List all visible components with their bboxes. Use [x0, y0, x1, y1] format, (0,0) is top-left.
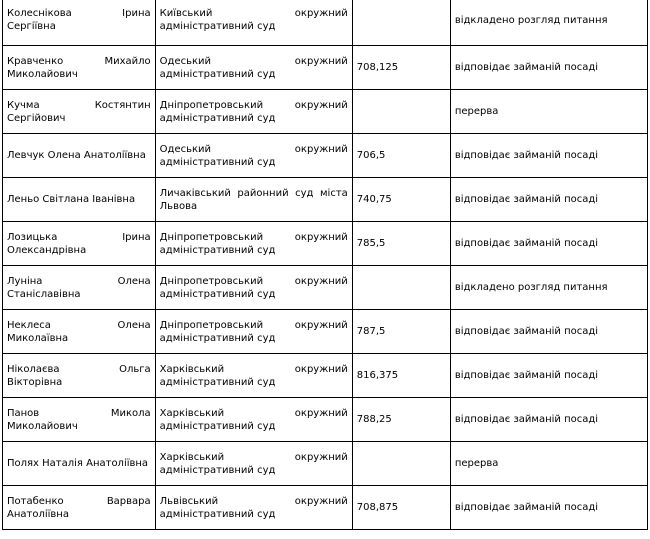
score-value: 708,875 [352, 486, 450, 530]
decision-text: відповідає займаній посаді [450, 354, 647, 398]
decision-text: відповідає займаній посаді [450, 310, 647, 354]
table-row [3, 310, 648, 354]
court-text: Дніпропетровський окружний адміністративний суд [159, 319, 348, 344]
judge-name: Кучма Костянтин Сергійович [3, 90, 156, 134]
judge-name: Полях Наталія Анатоліївна [3, 442, 156, 486]
table-row [3, 398, 648, 442]
court-name [155, 354, 352, 398]
decision-text: відкладено розгляд питання [450, 0, 647, 46]
score-value: 740,75 [352, 178, 450, 222]
score-value [352, 0, 450, 46]
court-name [155, 398, 352, 442]
decision-text: перерва [450, 442, 647, 486]
court-name [155, 442, 352, 486]
court-name [155, 0, 352, 46]
decision-text: відкладено розгляд питання [450, 266, 647, 310]
court-text: Дніпропетровський окружний адміністративний суд [159, 231, 348, 256]
court-text: Дніпропетровський окружний адміністративний суд [159, 275, 348, 300]
court-text: Одеський окружний адміністративний суд [159, 143, 348, 168]
table-row [3, 442, 648, 486]
table-row [3, 46, 648, 90]
score-value [352, 266, 450, 310]
table-row [3, 178, 648, 222]
table-row [3, 486, 648, 530]
table-row [3, 90, 648, 134]
judge-name-text: Кравченко Михайло Миколайович [7, 55, 151, 80]
decision-text: перерва [450, 90, 647, 134]
score-value: 706,5 [352, 134, 450, 178]
judge-name [3, 486, 156, 530]
score-value: 708,125 [352, 46, 450, 90]
decision-text: відповідає займаній посаді [450, 178, 647, 222]
court-name [155, 266, 352, 310]
table-row [3, 0, 648, 46]
judge-name: Левчук Олена Анатоліївна [3, 134, 156, 178]
judge-name [3, 222, 156, 266]
court-name [155, 178, 352, 222]
court-name [155, 310, 352, 354]
court-text: Харківський окружний адміністративний суд [159, 363, 348, 388]
decision-text: відповідає займаній посаді [450, 134, 647, 178]
court-text: Личаківський районний суд міста Львова [159, 187, 348, 212]
court-name [155, 486, 352, 530]
court-text: Київський окружний адміністративний суд [159, 8, 348, 32]
results-table [2, 0, 648, 530]
score-value: 816,375 [352, 354, 450, 398]
court-text: Одеський окружний адміністративний суд [159, 55, 348, 80]
decision-text: відповідає займаній посаді [450, 46, 647, 90]
decision-text: відповідає займаній посаді [450, 222, 647, 266]
judge-name: Ніколаєва Ольга Вікторівна [3, 354, 156, 398]
table-row [3, 222, 648, 266]
judge-name: Панов Микола Миколайович [3, 398, 156, 442]
court-name [155, 222, 352, 266]
judge-name-text: Лозицька Ірина Олександрівна [7, 231, 151, 256]
court-text: Дніпропетровський окружний адміністративний суд [159, 99, 348, 124]
judge-name-text: Потабенко Варвара Анатоліївна [7, 495, 151, 520]
decision-text: відповідає займаній посаді [450, 486, 647, 530]
score-value: 787,5 [352, 310, 450, 354]
court-text: Харківський окружний адміністративний суд [159, 407, 348, 432]
judge-name: Колеснікова Ірина Сергіївна [3, 0, 156, 46]
score-value [352, 90, 450, 134]
decision-text: відповідає займаній посаді [450, 398, 647, 442]
judge-name: Луніна Олена Станіславівна [3, 266, 156, 310]
table-row [3, 266, 648, 310]
judge-name: Леньо Світлана Іванівна [3, 178, 156, 222]
court-name [155, 46, 352, 90]
court-name [155, 134, 352, 178]
judge-name: Неклеса Олена Миколаївна [3, 310, 156, 354]
court-text: Харківський окружний адміністративний суд [159, 451, 348, 476]
score-value [352, 442, 450, 486]
court-name [155, 90, 352, 134]
score-value: 788,25 [352, 398, 450, 442]
judge-name [3, 46, 156, 90]
score-value: 785,5 [352, 222, 450, 266]
table-row [3, 354, 648, 398]
table-row [3, 134, 648, 178]
court-text: Львівський окружний адміністративний суд [159, 495, 348, 520]
